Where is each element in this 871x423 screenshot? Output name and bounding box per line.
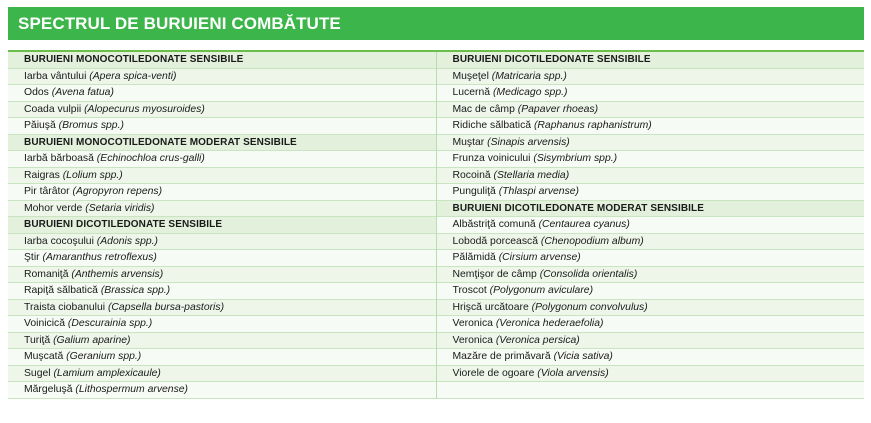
weed-common-name: Veronica (452, 334, 493, 346)
weed-latin-name: (Apera spica-venti) (89, 70, 177, 82)
weed-common-name: Ştir (24, 252, 40, 263)
weed-common-name: Lobodă porcească (452, 235, 538, 247)
weed-latin-name: (Geranium spp.) (66, 351, 142, 362)
weed-latin-name: (Thlaspi arvense) (498, 186, 580, 197)
weed-common-name: Muşeţel (452, 70, 489, 82)
weed-latin-name: (Polygonum convolvulus) (531, 301, 648, 313)
weed-latin-name: (Consolida orientalis) (539, 268, 638, 280)
weed-common-name: Mac de câmp (452, 103, 515, 115)
weed-latin-name: (Cirsium arvense) (498, 252, 581, 263)
table-row (8, 201, 436, 218)
weed-latin-name: (Chenopodium album) (540, 235, 644, 247)
page-title: SPECTRUL DE BURUIENI COMBĂTUTE (8, 7, 864, 40)
weed-latin-name: (Vicia sativa) (553, 351, 613, 362)
weed-common-name: Iarbă bărboasă (24, 153, 94, 164)
weed-common-name: Mazăre de primăvară (452, 351, 551, 362)
table-row (8, 382, 436, 399)
weed-latin-name: (Echinochloa crus-galli) (96, 153, 205, 164)
table-row (8, 250, 436, 267)
weed-common-name: Troscot (452, 285, 487, 296)
table-row (437, 267, 865, 284)
table-row (437, 349, 865, 366)
weed-common-name: Odos (24, 87, 49, 98)
weed-spectrum-table (8, 7, 864, 399)
weed-common-name: Coada vulpii (24, 103, 82, 115)
table-row (437, 250, 865, 267)
weed-latin-name: (Lolium spp.) (62, 169, 123, 181)
section-header: BURUIENI DICOTILEDONATE SENSIBILE (8, 217, 436, 234)
weed-latin-name: (Descurainia spp.) (67, 318, 153, 329)
weed-common-name: Iarba cocoşului (24, 235, 94, 247)
weed-common-name: Pălămidă (452, 252, 496, 263)
right-column (437, 52, 865, 399)
table-row (437, 69, 865, 86)
empty-row (437, 382, 865, 399)
table-row (8, 102, 436, 119)
table-row (8, 333, 436, 350)
weed-latin-name: (Matricaria spp.) (491, 70, 567, 82)
table-row (8, 234, 436, 251)
table-row (437, 151, 865, 168)
table-row (437, 168, 865, 185)
weed-common-name: Nemţişor de câmp (452, 268, 537, 280)
table-row (8, 300, 436, 317)
table-row (8, 267, 436, 284)
table-row (437, 366, 865, 383)
table-row (8, 85, 436, 102)
table-row (8, 184, 436, 201)
weed-common-name: Ridiche sălbatică (452, 120, 532, 131)
table-row (437, 316, 865, 333)
weed-latin-name: (Capsella bursa-pastoris) (107, 301, 225, 313)
table-row (437, 102, 865, 119)
weed-common-name: Muşcată (24, 351, 64, 362)
table-row (437, 234, 865, 251)
weed-latin-name: (Avena fatua) (51, 87, 114, 98)
weed-common-name: Voinicică (24, 318, 66, 329)
table-row (8, 118, 436, 135)
table-row (8, 366, 436, 383)
weed-latin-name: (Alopecurus myosuroides) (84, 103, 205, 115)
weed-latin-name: (Setaria viridis) (85, 202, 155, 214)
table-row (8, 349, 436, 366)
weed-common-name: Păiuşă (24, 120, 56, 131)
table-row (437, 85, 865, 102)
weed-latin-name: (Sinapis arvensis) (487, 136, 570, 148)
table-row (8, 151, 436, 168)
table-row (8, 316, 436, 333)
weed-latin-name: (Sisymbrium spp.) (533, 153, 618, 164)
weed-common-name: Punguliţă (452, 186, 496, 197)
weed-latin-name: (Stellaria media) (493, 169, 570, 181)
weed-common-name: Traista ciobanului (24, 301, 106, 313)
weed-latin-name: (Adonis spp.) (96, 235, 158, 247)
table-row (437, 333, 865, 350)
weed-common-name: Mohor verde (24, 202, 83, 214)
table-row (437, 184, 865, 201)
weed-common-name: Raigras (24, 169, 60, 181)
weed-common-name: Hrişcă urcătoare (452, 301, 529, 313)
weed-common-name: Rocoină (452, 169, 491, 181)
section-header: BURUIENI MONOCOTILEDONATE SENSIBILE (8, 52, 436, 69)
weed-latin-name: (Lamium amplexicaule) (53, 367, 161, 379)
left-column (8, 52, 437, 399)
weed-common-name: Pir târâtor (24, 186, 70, 197)
section-header: BURUIENI MONOCOTILEDONATE MODERAT SENSIBILE (8, 135, 436, 152)
weed-latin-name: (Bromus spp.) (58, 120, 124, 131)
section-header: BURUIENI DICOTILEDONATE MODERAT SENSIBILE (437, 201, 865, 218)
weed-common-name: Rapiţă sălbatică (24, 285, 98, 296)
weed-common-name: Sugel (24, 367, 51, 379)
weed-latin-name: (Papaver rhoeas) (517, 103, 599, 115)
table-row (437, 300, 865, 317)
weed-latin-name: (Medicago spp.) (492, 87, 568, 98)
weed-latin-name: (Galium aparine) (53, 334, 131, 346)
weed-common-name: Iarba vântului (24, 70, 87, 82)
weed-common-name: Turiţă (24, 334, 51, 346)
weed-latin-name: (Veronica hederaefolia) (495, 318, 604, 329)
weed-latin-name: (Centaurea cyanus) (538, 219, 630, 230)
table-row (8, 69, 436, 86)
weed-common-name: Veronica (452, 318, 493, 329)
weed-latin-name: (Polygonum aviculare) (489, 285, 594, 296)
weed-common-name: Frunza voinicului (452, 153, 531, 164)
weed-common-name: Muştar (452, 136, 485, 148)
section-header: BURUIENI DICOTILEDONATE SENSIBILE (437, 52, 865, 69)
table-row (437, 118, 865, 135)
weed-latin-name: (Viola arvensis) (537, 367, 609, 379)
weed-latin-name: (Veronica persica) (495, 334, 580, 346)
table-row (437, 217, 865, 234)
table-row (437, 283, 865, 300)
table-row (8, 168, 436, 185)
weed-latin-name: (Anthemis arvensis) (71, 268, 164, 280)
weed-latin-name: (Lithospermum arvense) (75, 384, 189, 395)
weed-common-name: Viorele de ogoare (452, 367, 535, 379)
table-row (8, 283, 436, 300)
weed-latin-name: (Agropyron repens) (72, 186, 163, 197)
weed-latin-name: (Amaranthus retroflexus) (42, 252, 157, 263)
table-body (8, 50, 864, 399)
weed-latin-name: (Brassica spp.) (100, 285, 171, 296)
weed-common-name: Lucernă (452, 87, 491, 98)
table-row (437, 135, 865, 152)
weed-common-name: Romaniţă (24, 268, 69, 280)
weed-latin-name: (Raphanus raphanistrum) (533, 120, 652, 131)
weed-common-name: Albăstriţă comună (452, 219, 536, 230)
weed-common-name: Mărgeluşă (24, 384, 73, 395)
